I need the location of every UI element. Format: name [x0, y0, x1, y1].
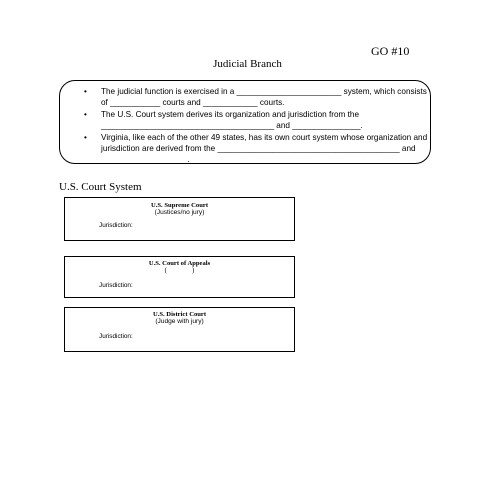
- court-name: U.S. Court of Appeals: [148, 260, 211, 267]
- court-name: U.S. District Court: [152, 311, 207, 318]
- intro-bullet: • The judicial function is exercised in a _______________________ system, which consists of ___________ courts and ____________ courts.: [84, 86, 429, 109]
- intro-bullet-list: [84, 86, 429, 166]
- court-box-supreme: [64, 197, 295, 241]
- court-box-district: [64, 307, 295, 352]
- intro-bullet: • Virginia, like each of the other 49 states, has its own court system whose organization and jurisdiction are derived from the ________________________________________ and ___________________.: [84, 132, 429, 166]
- page-title: Judicial Branch: [213, 58, 282, 70]
- document-code: GO #10: [371, 44, 410, 58]
- jurisdiction-label: Jurisdiction:: [99, 333, 133, 340]
- intro-bullet: • The U.S. Court system derives its organization and jurisdiction from the ______________________________________ and _______________.: [84, 109, 429, 132]
- court-box-appeals: [64, 256, 295, 298]
- court-detail: (Judge with jury): [155, 318, 204, 325]
- jurisdiction-label: Jurisdiction:: [99, 282, 133, 289]
- court-detail: ( ): [164, 267, 195, 274]
- court-name: U.S. Supreme Court: [150, 202, 209, 209]
- jurisdiction-label: Jurisdiction:: [99, 222, 133, 229]
- section-heading: U.S. Court System: [59, 181, 142, 193]
- court-detail: (Justices/no jury): [154, 209, 205, 216]
